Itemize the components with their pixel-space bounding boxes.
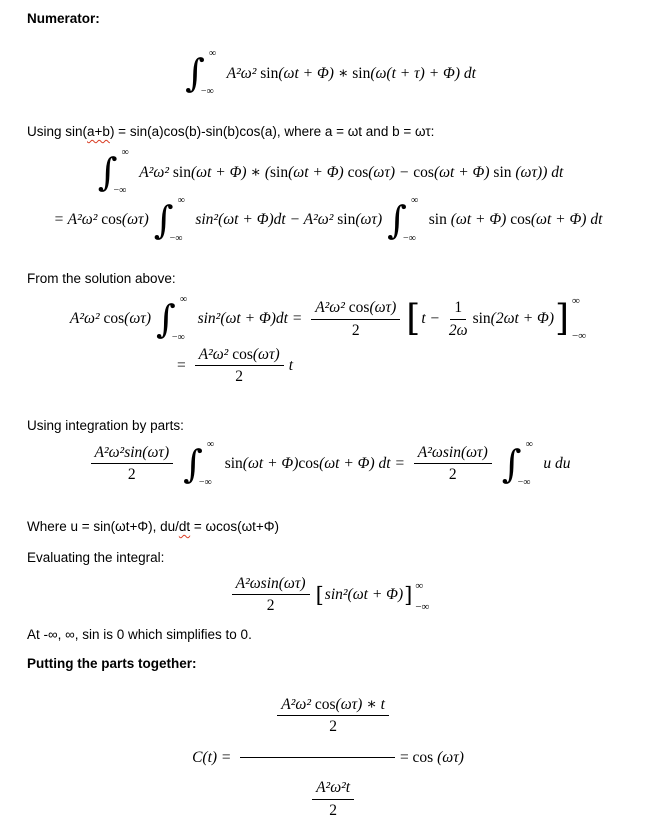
fraction-denominator: 2 xyxy=(329,801,337,819)
numerator-heading: Numerator: xyxy=(27,11,100,26)
fraction-denominator: 2 xyxy=(351,321,360,339)
fraction-numerator: A²ω²t xyxy=(312,778,354,799)
integral-limits: ∞ −∞ xyxy=(171,294,187,343)
where-u-line: Where u = sin(ωt+Φ), du/dt = ωcos(ωt+Φ) xyxy=(27,518,280,534)
spellcheck-squiggle: dt xyxy=(178,518,191,534)
integral-limits: ∞ −∞ xyxy=(113,147,129,196)
big-fraction-denominator xyxy=(279,758,356,840)
integral-glyph: ∫ xyxy=(97,150,118,194)
right-bracket: ] xyxy=(404,582,413,607)
equation-simplified: = $\frac{\text{A²ω² cos(ωτ)}}{2}$ t xyxy=(177,346,294,386)
integral-glyph: ∫ xyxy=(153,198,174,242)
fraction xyxy=(449,298,468,340)
fraction-numerator: A²ωsin(ωτ) xyxy=(414,443,492,464)
fraction-numerator: A²ωsin(ωτ) xyxy=(232,574,310,595)
equation-lhs: A²ω² cos(ωτ) xyxy=(69,310,151,327)
evaluation-limits: ∞ −∞ xyxy=(572,295,587,342)
fraction-denominator: 2 xyxy=(127,466,136,484)
fraction xyxy=(232,574,310,616)
integral xyxy=(156,295,195,343)
equation-mid: sin²(ωt + Φ)dt − A²ω² sin(ωτ) xyxy=(195,211,383,228)
fraction-numerator: 1 xyxy=(450,298,466,319)
equation-lhs: C(t) = xyxy=(192,748,236,766)
equation-body: A²ω² sin(ωt + Φ) ∗ sin(ω(t + τ) + Φ) dt xyxy=(226,64,476,82)
integral-limits: ∞ −∞ xyxy=(198,438,215,488)
equation-rhs: = cos (ωτ) xyxy=(399,748,464,766)
spellcheck-squiggle: a+b xyxy=(87,124,110,139)
fraction-denominator: 2 xyxy=(329,718,337,736)
integral-glyph: ∫ xyxy=(185,51,205,95)
fraction xyxy=(277,695,389,737)
equation-mid: sin²(ωt + Φ)dt = xyxy=(197,310,307,327)
equation-first-integral-eval: A²ω² cos(ωτ) ∫ ∞ −∞ sin²(ωt + Φ)dt = $\frac{\text{A²ω² cos(ωτ)}}{2}$ [ t − $\frac{1}{2\omega}$ sin(2ωt + Φ) ] ∞ −∞ xyxy=(69,294,587,343)
left-bracket: [ xyxy=(315,582,324,607)
fraction xyxy=(414,443,492,485)
big-fraction xyxy=(240,676,395,840)
equation-rhs: sin (ωt + Φ) cos(ωt + Φ) dt xyxy=(428,211,603,228)
at-infinity-line: At -∞, ∞, sin is 0 which simplifies to 0. xyxy=(27,626,252,642)
equation-expanded xyxy=(27,148,629,196)
integral xyxy=(154,196,193,244)
fraction-denominator: 2 xyxy=(448,466,457,484)
right-bracket: ] xyxy=(555,298,570,339)
fraction-numerator: A²ω² cos(ωτ) ∗ t xyxy=(277,695,389,716)
putting-together-heading: Putting the parts together: xyxy=(27,655,197,671)
fraction-numerator: A²ω² cos(ωτ) xyxy=(195,345,284,366)
fraction-denominator: 2 xyxy=(266,597,275,615)
integral-limits: ∞ −∞ xyxy=(169,195,185,244)
integral-glyph: ∫ xyxy=(183,441,203,486)
left-bracket: [ xyxy=(406,298,421,339)
equation-final xyxy=(27,676,629,840)
integral-limits: ∞ −∞ xyxy=(200,48,217,97)
integral-limits: ∞ −∞ xyxy=(402,195,419,244)
evaluation-limits: ∞ −∞ xyxy=(415,579,430,613)
equation-evaluated: $\frac{\text{A²ωsin(ωτ)}}{2}$ [ sin²(ωt + Φ) ] ∞ −∞ xyxy=(27,574,629,616)
integration-by-parts-line: Using integration by parts: xyxy=(27,417,184,433)
from-solution-line: From the solution above: xyxy=(27,271,176,286)
integral-limits: ∞ −∞ xyxy=(517,438,533,488)
integral xyxy=(502,440,541,488)
integral xyxy=(185,49,224,97)
identity-line: Using sin(a+b) = sin(a)cos(b)-sin(b)cos(a), where a = ωt and b = ωτ: xyxy=(27,124,435,139)
integral xyxy=(387,196,426,244)
integral-glyph: ∫ xyxy=(501,441,522,486)
integral-glyph: ∫ xyxy=(156,297,176,341)
fraction xyxy=(195,345,284,387)
fraction-denominator: 2 xyxy=(235,368,244,386)
equation-numerator-integral xyxy=(27,49,629,97)
equation-body: A²ω² sin(ωt + Φ) ∗ (sin(ωt + Φ) cos(ωτ) − cos(ωt + Φ) sin (ωτ)) dt xyxy=(139,163,564,181)
integral xyxy=(183,440,222,488)
fraction-numerator: A²ω²sin(ωτ) xyxy=(91,443,174,464)
integral xyxy=(98,148,137,196)
fraction xyxy=(311,298,400,340)
integral-glyph: ∫ xyxy=(387,198,407,242)
equation-mid: sin(ωt + Φ)cos(ωt + Φ) dt = xyxy=(224,454,409,472)
fraction xyxy=(91,443,174,485)
equation-by-parts: $\frac{\text{A²ω²sin(ωτ)}}{2}$ ∫ ∞ −∞ sin(ωt + Φ)cos(ωt + Φ) dt = $\frac{\text{A²ωsin(ωτ)}}{2}$ ∫ ∞ −∞ u du xyxy=(27,440,629,488)
big-fraction-numerator xyxy=(240,676,395,759)
equation-lhs: = A²ω² cos(ωτ) xyxy=(53,211,149,228)
fraction-denominator: 2ω xyxy=(448,321,468,339)
fraction xyxy=(312,778,354,820)
evaluating-line: Evaluating the integral: xyxy=(27,549,165,565)
fraction-numerator: A²ω² cos(ωτ) xyxy=(311,298,400,319)
equation-split xyxy=(27,196,629,244)
